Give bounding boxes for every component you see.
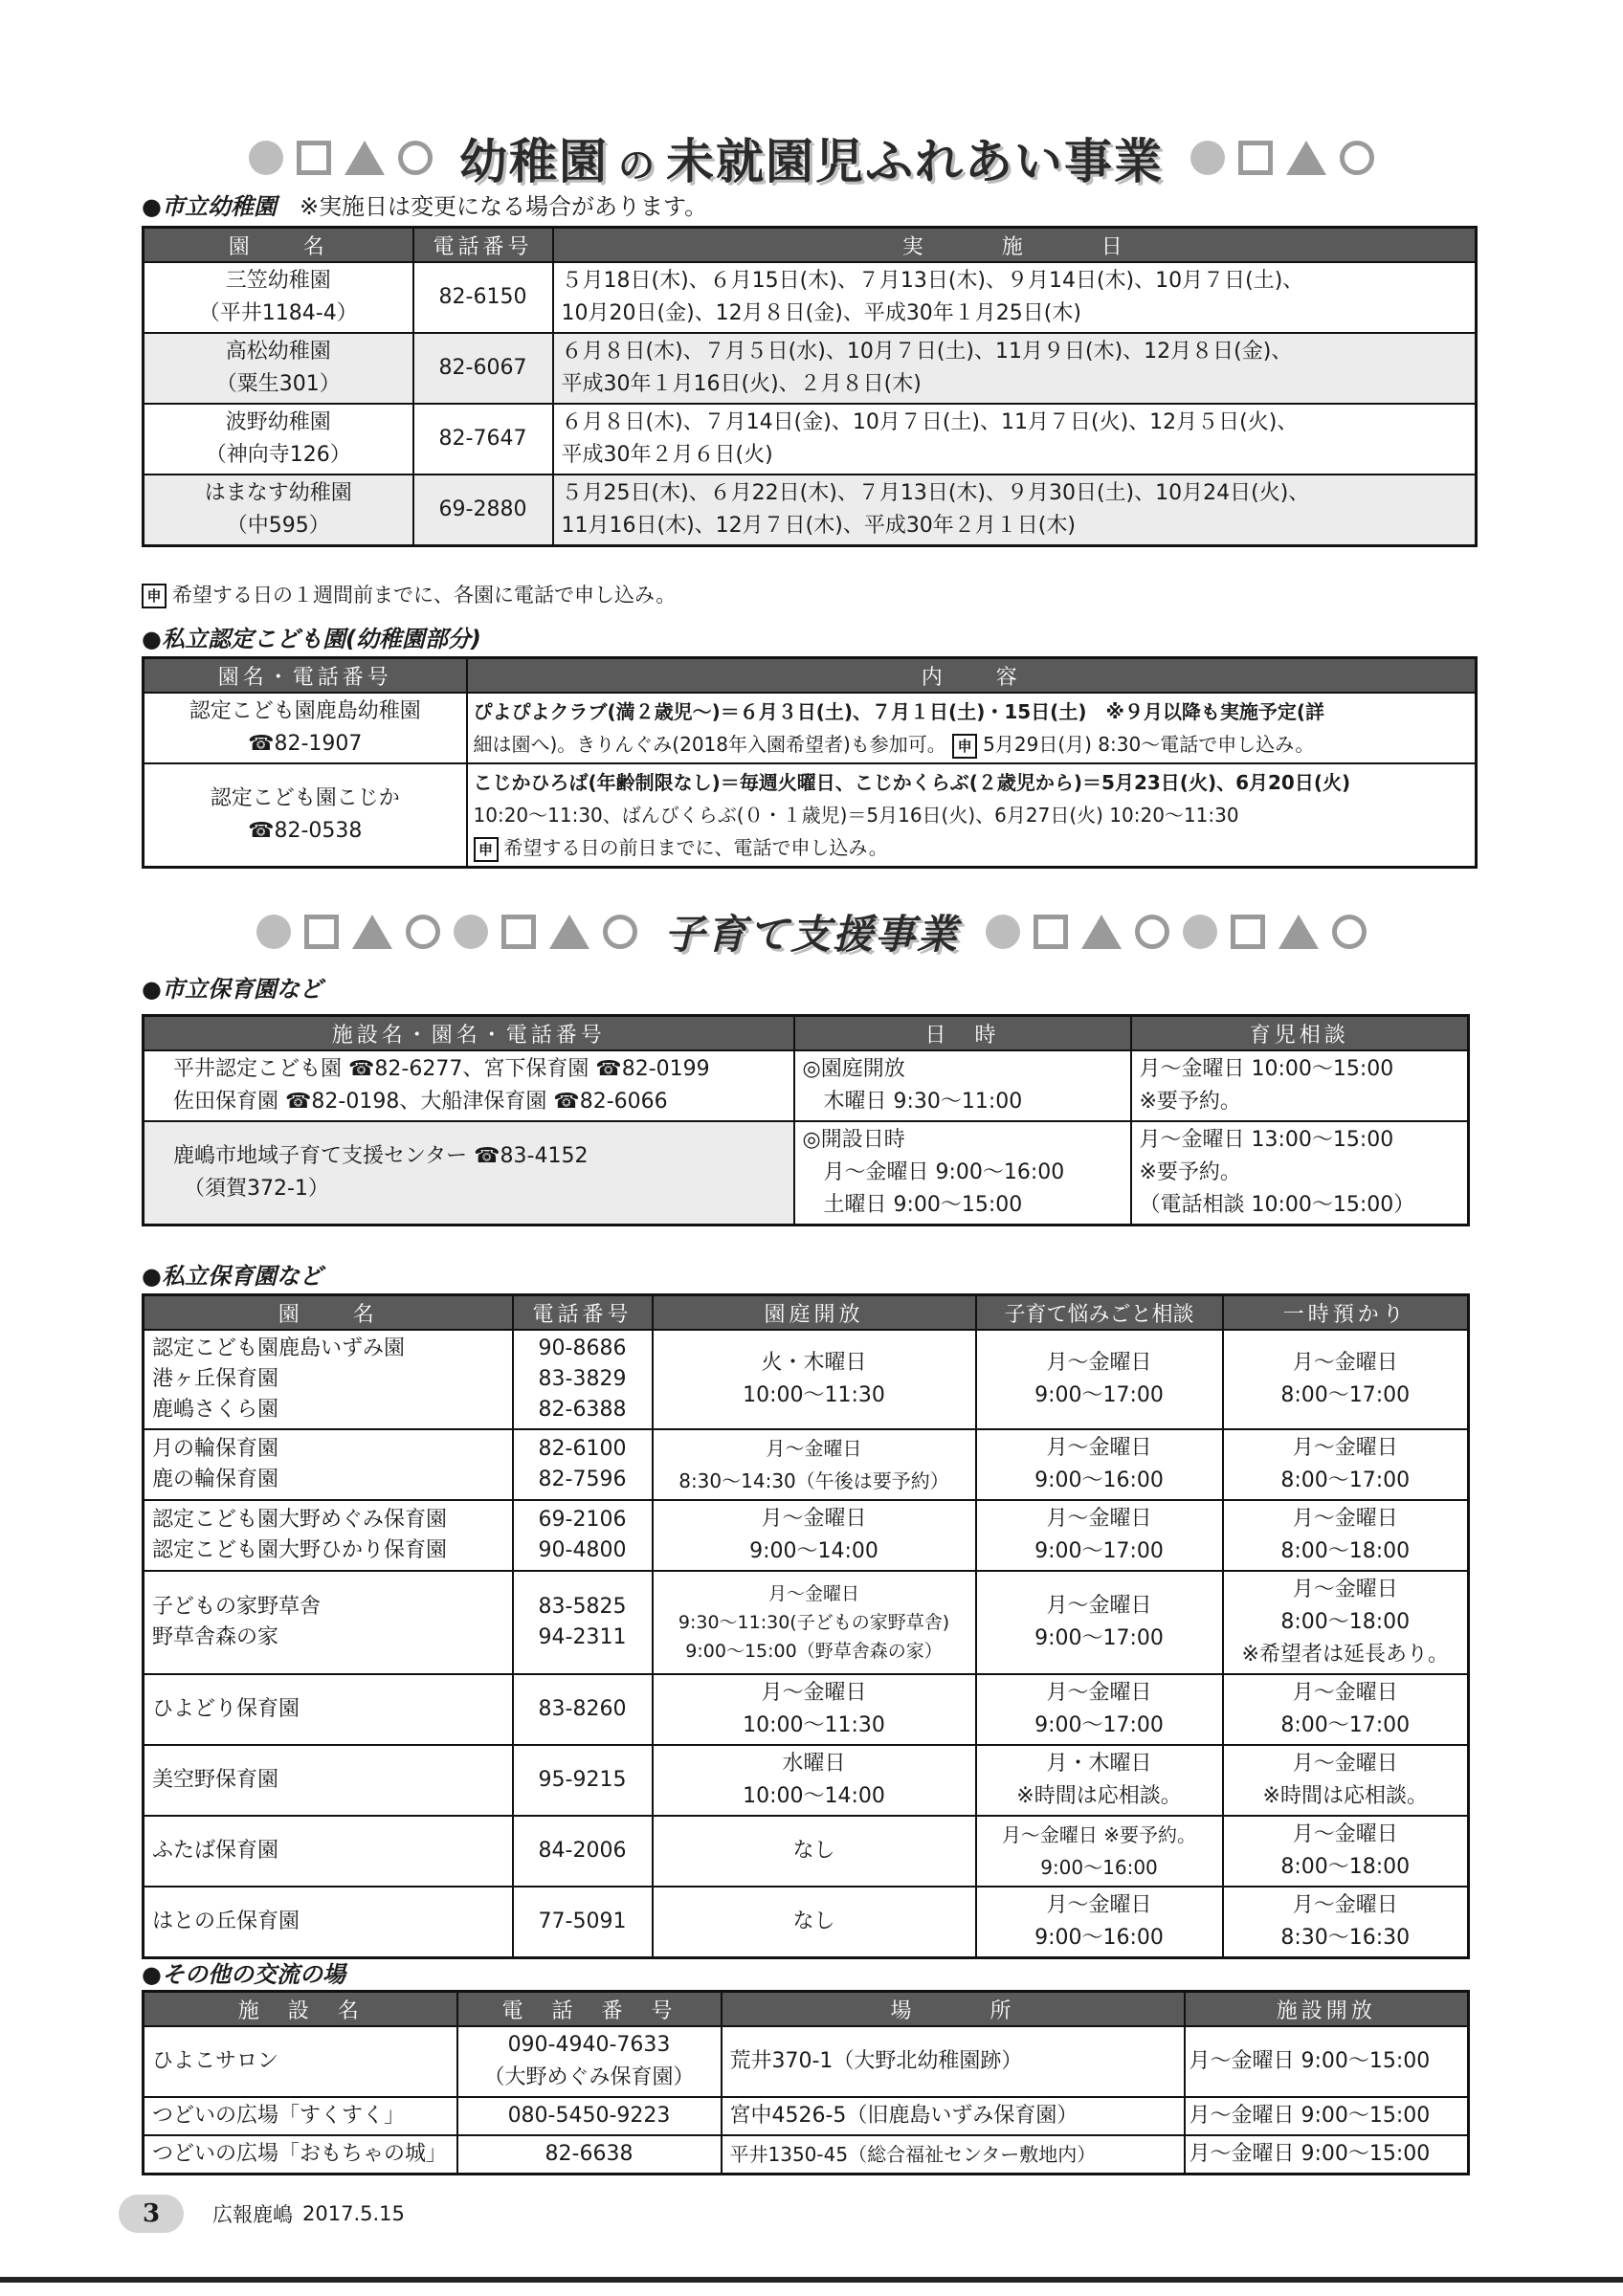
garden-opening (653, 1429, 976, 1500)
garden-opening (653, 1500, 976, 1571)
phone-number: 82-6150 (413, 262, 553, 333)
opening-hours: 月～金曜日 9:00～15:00 (1185, 2026, 1469, 2097)
kindergarten-address: （粟生301） (215, 372, 341, 396)
facility-name: つどいの広場「すくすく」 (144, 2097, 457, 2135)
nursery-name-line: ふたば保育園 (152, 1839, 279, 1863)
parenting-consultation-line: 9:00～16:00 (1040, 1856, 1158, 1879)
temporary-care (1223, 1429, 1469, 1500)
dates-line: 10月20日(金)、12月８日(金)、平成30年１月25日(木) (561, 301, 1081, 325)
opening-hours: 月～金曜日 9:00～15:00 (1185, 2097, 1469, 2135)
page-footer (119, 2195, 405, 2233)
parenting-consultation-line: 月～金曜日 (1046, 1436, 1152, 1460)
phone-number-line: 90-8686 (538, 1336, 627, 1360)
phone-number-line: 83-5825 (538, 1595, 627, 1619)
consult-line: ※要予約。 (1139, 1160, 1241, 1184)
nursery-name-line: 子どもの家野草舎 (152, 1595, 322, 1619)
phone-number (513, 1745, 653, 1816)
parenting-consultation-line: 9:00～17:00 (1034, 1713, 1164, 1737)
garden-opening-line: 月～金曜日 (767, 1583, 859, 1604)
phone-number (513, 1500, 653, 1571)
temporary-care-line: 8:00～17:00 (1280, 1383, 1411, 1407)
nursery-name-line: 美空野保育園 (152, 1768, 279, 1792)
nursery-name-line: 認定こども園鹿島いずみ園 (152, 1336, 406, 1360)
phone-number-line: 90-4800 (538, 1538, 627, 1562)
parenting-consultation-line: 9:00～17:00 (1034, 1626, 1164, 1650)
square-icon (1231, 915, 1265, 949)
column-header: 園庭開放 (653, 1295, 976, 1331)
consult-line: （電話相談 10:00～15:00） (1139, 1193, 1415, 1217)
table-row (144, 763, 1477, 868)
temporary-care-line: 8:00～17:00 (1280, 1468, 1411, 1492)
triangle-icon (549, 915, 589, 949)
table-row (144, 1816, 1469, 1887)
column-header: 一時預かり (1223, 1295, 1469, 1331)
square-icon (1238, 141, 1273, 175)
table-row (144, 1887, 1469, 1958)
garden-opening-line: 月～金曜日 (761, 1681, 867, 1705)
ring-icon (1332, 915, 1367, 949)
temporary-care-line: 月～金曜日 (1292, 1578, 1398, 1601)
parenting-consultation-line: 月～金曜日 (1046, 1681, 1152, 1705)
banner-title-part-a: 幼稚園 (458, 134, 609, 189)
public-kindergarten-table (142, 226, 1478, 547)
column-header: 施設名・園名・電話番号 (144, 1016, 794, 1051)
kindergarten-name: はまなす幼稚園 (204, 481, 352, 505)
facility-line: （須賀372-1） (173, 1177, 329, 1201)
parenting-consultation-line: 月～金曜日 (1046, 1507, 1152, 1531)
phone-number: 82-6638 (457, 2135, 722, 2175)
kindergarten-name: 波野幼稚園 (225, 410, 331, 434)
table-row (144, 475, 1477, 546)
phone-note: （大野めぐみ保育園） (483, 2065, 695, 2089)
phone-number: 080-5450-9223 (457, 2097, 722, 2135)
nursery-name (144, 1816, 513, 1887)
parenting-consultation (976, 1816, 1223, 1887)
consult-line: 月～金曜日 10:00～15:00 (1139, 1057, 1394, 1081)
content-line: 希望する日の前日までに、電話で申し込み。 (503, 836, 888, 859)
table-header-row (144, 1295, 1469, 1331)
content-line: 5月29日(月) 8:30～電話で申し込み。 (983, 733, 1315, 756)
decor-shapes-right (986, 915, 1367, 949)
phone-number: 090-4940-7633 (507, 2033, 671, 2057)
column-header: 内 容 (467, 658, 1477, 694)
facility-name: ひよこサロン (144, 2026, 457, 2097)
garden-opening-line: 10:00～11:30 (743, 1713, 885, 1737)
garden-opening-line: なし (792, 1910, 835, 1933)
kindergarten-name: 三笠幼稚園 (225, 269, 331, 293)
garden-opening-line: 9:30～11:30(子どもの家野草舎) (678, 1612, 950, 1633)
temporary-care (1223, 1571, 1469, 1674)
table-row (144, 404, 1477, 475)
garden-opening (653, 1330, 976, 1429)
table-row (144, 1500, 1469, 1571)
phone-number: ☎82-0538 (248, 819, 363, 843)
section-heading-private-nursery (142, 1257, 322, 1291)
table-row (144, 693, 1477, 763)
phone-number: ☎82-1907 (248, 732, 363, 756)
phone-number (513, 1429, 653, 1500)
triangle-icon (352, 915, 392, 949)
garden-opening-line: 10:00～14:00 (743, 1784, 885, 1808)
circle-icon (1183, 915, 1217, 949)
consult-line: 月～金曜日 13:00～15:00 (1139, 1128, 1394, 1152)
kindergarten-address: （中595） (226, 514, 330, 538)
column-header: 施設開放 (1185, 1992, 1469, 2027)
facility-line: 鹿嶋市地域子育て支援センター ☎83-4152 (173, 1144, 589, 1168)
column-header: 子育て悩みごと相談 (976, 1295, 1223, 1331)
dates-line: 平成30年２月６日(火) (561, 443, 773, 467)
schedule-line: ◎開設日時 (802, 1128, 905, 1152)
parenting-consultation (976, 1571, 1223, 1674)
facility-line: 平井認定こども園 ☎82-6277、宮下保育園 ☎82-0199 (173, 1057, 710, 1081)
temporary-care (1223, 1745, 1469, 1816)
kindergarten-address: （平井1184-4） (198, 301, 358, 325)
dates-line: ６月８日(木)、７月14日(金)、10月７日(土)、11月７日(火)、12月５日(火)、 (561, 410, 1299, 434)
table-row (144, 2026, 1469, 2097)
phone-number (513, 1674, 653, 1745)
kindergarten-name: 高松幼稚園 (225, 340, 331, 364)
application-badge-icon: 申 (474, 837, 499, 862)
temporary-care (1223, 1330, 1469, 1429)
table-header-row (144, 1016, 1469, 1051)
facility-name: 認定こども園こじか (210, 786, 400, 810)
temporary-care (1223, 1674, 1469, 1745)
opening-hours: 月～金曜日 9:00～15:00 (1185, 2135, 1469, 2175)
table-row (144, 262, 1477, 333)
phone-number-line: 94-2311 (538, 1625, 627, 1649)
nursery-name-line: 月の輪保育園 (152, 1437, 279, 1461)
public-nursery-table (142, 1014, 1470, 1226)
ring-icon (406, 915, 440, 949)
decor-shapes-left (256, 915, 637, 949)
garden-opening (653, 1674, 976, 1745)
section-heading-text: ●市立保育園など (142, 976, 322, 1003)
parenting-consultation-line: 9:00～17:00 (1034, 1383, 1164, 1407)
footnote-text: 希望する日の１週間前までに、各園に電話で申し込み。 (172, 584, 677, 607)
table-row (144, 1121, 1469, 1225)
phone-number: 82-7647 (413, 404, 553, 475)
garden-opening-line: 10:00～11:30 (743, 1383, 885, 1407)
garden-opening-line: 8:30～14:30（午後は要予約） (678, 1469, 949, 1492)
nursery-name-line: ひよどり保育園 (152, 1697, 300, 1721)
section-heading-public-nursery (142, 970, 322, 1004)
nursery-name (144, 1429, 513, 1500)
square-icon (304, 915, 339, 949)
table-row (144, 333, 1477, 404)
section-heading-text: ●私立保育園など (142, 1263, 322, 1290)
temporary-care (1223, 1816, 1469, 1887)
schedule-line: ◎園庭開放 (802, 1057, 905, 1081)
section-heading-text: ●私立認定こども園(幼稚園部分) (142, 626, 481, 652)
temporary-care-line: 月～金曜日 (1292, 1822, 1398, 1846)
parenting-consultation (976, 1745, 1223, 1816)
parenting-consultation (976, 1500, 1223, 1571)
schedule-line: 月～金曜日 9:00～16:00 (802, 1160, 1065, 1184)
phone-number-line: 84-2006 (538, 1839, 627, 1863)
page-number: 3 (119, 2195, 184, 2233)
garden-opening-line: 月～金曜日 (761, 1507, 867, 1531)
nursery-name-line: はとの丘保育園 (152, 1910, 300, 1933)
triangle-icon (1278, 915, 1319, 949)
square-icon (1034, 915, 1068, 949)
banner-kindergarten (0, 124, 1623, 191)
column-header: 電 話 番 号 (457, 1992, 722, 2027)
column-header: 日 時 (794, 1016, 1131, 1051)
content-line: 10:20～11:30、ばんびくらぶ(０・１歳児)＝5月16日(火)、6月27日(火) 10:20～11:30 (473, 804, 1239, 827)
banner-title (459, 123, 1164, 192)
nursery-name-line: 認定こども園大野めぐみ保育園 (152, 1508, 448, 1532)
garden-opening (653, 1887, 976, 1958)
parenting-consultation-line: 月～金曜日 (1046, 1594, 1152, 1618)
section-heading-other-places (142, 1955, 345, 1989)
column-header: 施 設 名 (144, 1992, 457, 2027)
square-icon (297, 141, 331, 175)
column-header: 場 所 (722, 1992, 1185, 2027)
bottom-rule (0, 2277, 1623, 2283)
dates-line: 11月16日(木)、12月７日(木)、平成30年２月１日(木) (561, 514, 1076, 538)
phone-number-line: 83-3829 (538, 1367, 627, 1391)
ring-icon (603, 915, 637, 949)
section-heading-text: ●その他の交流の場 (142, 1961, 345, 1988)
column-header: 育児相談 (1131, 1016, 1469, 1051)
nursery-name (144, 1500, 513, 1571)
square-icon (501, 915, 536, 949)
dates-line: ６月８日(木)、７月５日(水)、10月７日(土)、11月９日(木)、12月８日(金)、 (561, 340, 1293, 364)
garden-opening (653, 1571, 976, 1674)
circle-icon (1190, 141, 1225, 175)
other-places-table (142, 1990, 1470, 2175)
dates-line: ５月25日(木)、６月22日(木)、７月13日(木)、９月30日(土)、10月24日(火)、 (561, 481, 1310, 505)
garden-opening-line: 火・木曜日 (761, 1351, 867, 1375)
private-nursery-table (142, 1293, 1470, 1959)
column-header: 園 名 (144, 1295, 513, 1331)
consult-line: ※要予約。 (1139, 1090, 1241, 1114)
section-heading-public-kindergarten (142, 188, 707, 221)
triangle-icon (345, 141, 385, 175)
content-line: ぴよぴよクラブ(満２歳児～)＝６月３日(土)、７月１日(土)・15日(土) ※９月以降も実施予定(詳 (473, 700, 1325, 723)
table-row (144, 1330, 1469, 1429)
private-kodomoen-table (142, 656, 1478, 869)
phone-number (513, 1571, 653, 1674)
temporary-care-line: 月～金曜日 (1292, 1893, 1398, 1917)
nursery-name (144, 1330, 513, 1429)
garden-opening (653, 1745, 976, 1816)
temporary-care-line: 8:00～17:00 (1280, 1713, 1411, 1737)
parenting-consultation-line: 9:00～16:00 (1034, 1926, 1164, 1950)
table-row (144, 1571, 1469, 1674)
phone-number: 69-2880 (413, 475, 553, 546)
parenting-consultation-line: 月～金曜日 ※要予約。 (1001, 1823, 1197, 1846)
nursery-name (144, 1745, 513, 1816)
garden-opening-line: 9:00～15:00（野草舎森の家） (685, 1641, 943, 1662)
dates-line: ５月18日(木)、６月15日(木)、７月13日(木)、９月14日(木)、10月７日(土)、 (561, 269, 1304, 293)
parenting-consultation-line: 月～金曜日 (1046, 1351, 1152, 1375)
temporary-care-line: 8:00～18:00 (1280, 1539, 1411, 1563)
nursery-name-line: 港ヶ丘保育園 (152, 1367, 279, 1391)
phone-number (513, 1887, 653, 1958)
column-header: 電話番号 (413, 228, 553, 263)
decor-shapes-left (249, 141, 433, 175)
kindergarten-address: （神向寺126） (205, 443, 351, 467)
triangle-icon (1286, 141, 1326, 175)
dates-line: 平成30年１月16日(火)、２月８日(木) (561, 372, 922, 396)
nursery-name (144, 1571, 513, 1674)
application-badge-icon: 申 (952, 734, 977, 759)
table-row (144, 1674, 1469, 1745)
nursery-name-line: 鹿嶋さくら園 (152, 1398, 279, 1422)
content-line: こじかひろば(年齢制限なし)＝毎週火曜日、こじかくらぶ(２歳児から)＝5月23日(火)、6月20日(火) (473, 771, 1351, 794)
banner-title-mid: の (617, 144, 656, 187)
phone-number: 82-6067 (413, 333, 553, 404)
column-header: 園名・電話番号 (144, 658, 467, 694)
ring-icon (1135, 915, 1169, 949)
nursery-name-line: 認定こども園大野ひかり保育園 (152, 1538, 448, 1562)
schedule-line: 土曜日 9:00～15:00 (802, 1193, 1023, 1217)
temporary-care (1223, 1887, 1469, 1958)
circle-icon (454, 915, 488, 949)
temporary-care-line: ※希望者は延長あり。 (1241, 1643, 1449, 1667)
table-header-row (144, 1992, 1469, 2027)
column-header: 園 名 (144, 228, 413, 263)
garden-opening-line: 9:00～14:00 (749, 1539, 878, 1563)
parenting-consultation (976, 1330, 1223, 1429)
ring-icon (1340, 141, 1374, 175)
location: 平井1350-45（総合福祉センター敷地内） (722, 2135, 1185, 2175)
temporary-care-line: 月～金曜日 (1292, 1681, 1398, 1705)
location: 荒井370-1（大野北幼稚園跡） (722, 2026, 1185, 2097)
temporary-care-line: ※時間は応相談。 (1262, 1784, 1428, 1808)
triangle-icon (1081, 915, 1122, 949)
facility-name: 認定こども園鹿島幼稚園 (189, 699, 421, 723)
ring-icon (398, 141, 433, 175)
temporary-care-line: 月～金曜日 (1292, 1436, 1398, 1460)
temporary-care-line: 8:00～18:00 (1280, 1855, 1411, 1879)
garden-opening-line: 水曜日 (782, 1752, 846, 1776)
table-header-row (144, 228, 1477, 263)
parenting-consultation (976, 1429, 1223, 1500)
table-header-row (144, 658, 1477, 694)
phone-number (513, 1816, 653, 1887)
nursery-name (144, 1887, 513, 1958)
parenting-consultation-line: ※時間は応相談。 (1016, 1784, 1182, 1808)
phone-number-line: 83-8260 (538, 1697, 627, 1721)
banner-title-part-b: 未就園児ふれあい事業 (666, 134, 1164, 189)
banner-title: 子育て支援事業 (663, 911, 959, 958)
facility-name: つどいの広場「おもちゃの城」 (144, 2135, 457, 2175)
garden-opening (653, 1816, 976, 1887)
circle-icon (249, 141, 283, 175)
parenting-consultation (976, 1674, 1223, 1745)
publication-date: 2017.5.15 (302, 2202, 405, 2225)
section1-footnote (142, 580, 676, 608)
content-line: 細は園へ)。きりんぐみ(2018年入園希望者)も参加可。 (473, 733, 946, 756)
phone-number-line: 82-7596 (538, 1468, 627, 1491)
parenting-consultation-line: 月～金曜日 (1046, 1893, 1152, 1917)
section-heading-text: ●市立幼稚園 (142, 193, 277, 220)
nursery-name (144, 1674, 513, 1745)
phone-number (513, 1330, 653, 1429)
table-row (144, 1429, 1469, 1500)
column-header: 電話番号 (513, 1295, 653, 1331)
phone-number-line: 82-6100 (538, 1437, 627, 1461)
table-row (144, 2135, 1469, 2175)
banner-childcare-support (0, 903, 1623, 960)
column-header: 実 施 日 (553, 228, 1477, 263)
location: 宮中4526-5（旧鹿島いずみ保育園） (722, 2097, 1185, 2135)
nursery-name-line: 野草舎森の家 (152, 1625, 279, 1649)
temporary-care-line: 8:30～16:30 (1280, 1926, 1411, 1950)
garden-opening-line: なし (792, 1839, 835, 1863)
phone-number-line: 69-2106 (538, 1508, 627, 1532)
publication-name: 広報鹿嶋 (212, 2203, 293, 2226)
parenting-consultation-line: 9:00～16:00 (1034, 1468, 1164, 1492)
facility-line: 佐田保育園 ☎82-0198、大船津保育園 ☎82-6066 (173, 1090, 668, 1114)
parenting-consultation-line: 月・木曜日 (1046, 1752, 1152, 1776)
section-note: ※実施日は変更になる場合があります。 (299, 193, 708, 220)
section-heading-private-kodomoen (142, 620, 481, 653)
temporary-care-line: 月～金曜日 (1292, 1351, 1398, 1375)
phone-number-line: 95-9215 (538, 1768, 627, 1792)
phone-number-line: 82-6388 (538, 1398, 627, 1422)
temporary-care-line: 月～金曜日 (1292, 1507, 1398, 1531)
temporary-care (1223, 1500, 1469, 1571)
phone-number-line: 77-5091 (538, 1910, 627, 1933)
parenting-consultation (976, 1887, 1223, 1958)
parenting-consultation-line: 9:00～17:00 (1034, 1539, 1164, 1563)
schedule-line: 木曜日 9:30～11:00 (802, 1090, 1023, 1114)
nursery-name-line: 鹿の輪保育園 (152, 1468, 279, 1491)
circle-icon (256, 915, 291, 949)
table-row (144, 1745, 1469, 1816)
temporary-care-line: 8:00～18:00 (1280, 1610, 1411, 1634)
temporary-care-line: 月～金曜日 (1292, 1752, 1398, 1776)
table-row (144, 2097, 1469, 2135)
garden-opening-line: 月～金曜日 (766, 1437, 862, 1460)
application-badge-icon: 申 (142, 584, 167, 608)
table-row (144, 1050, 1469, 1121)
circle-icon (986, 915, 1020, 949)
decor-shapes-right (1190, 141, 1374, 175)
